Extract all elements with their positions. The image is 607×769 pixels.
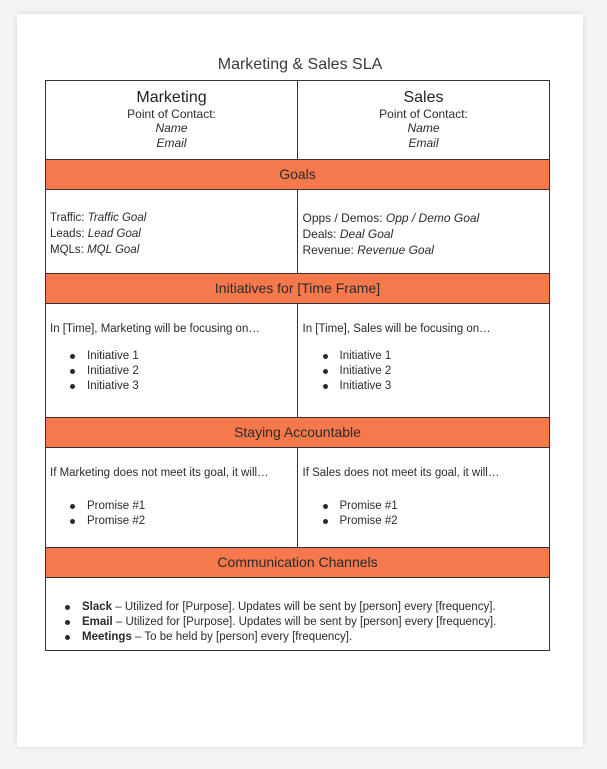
goal-value: Deal Goal — [339, 227, 394, 241]
goal-label: Leads: — [50, 228, 88, 240]
list-item: Promise #2 — [334, 514, 546, 529]
goal-line — [50, 210, 293, 226]
sales-poc-label: Point of Contact: — [379, 107, 468, 121]
list-item: Initiative 3 — [81, 379, 293, 394]
marketing-initiatives-cell — [46, 304, 298, 417]
sales-heading: Sales — [403, 89, 444, 106]
contact-row — [46, 81, 549, 160]
goal-value: Lead Goal — [87, 228, 141, 240]
sales-promises-list — [303, 499, 546, 529]
goal-line — [303, 210, 546, 226]
list-item — [76, 630, 549, 645]
list-item: Initiative 3 — [334, 379, 546, 394]
initiatives-section-header: Initiatives for [Time Frame] — [46, 274, 549, 304]
channel-text: – Utilized for [Purpose]. Updates will be sent by [person] every [frequency]. — [112, 616, 497, 628]
goal-line — [50, 242, 293, 258]
sales-contact-cell — [298, 81, 549, 159]
list-item: Initiative 2 — [334, 364, 546, 379]
marketing-promises-list — [50, 499, 293, 529]
list-item — [76, 600, 549, 615]
goal-value: Opp / Demo Goal — [385, 211, 480, 225]
list-item: Initiative 2 — [81, 364, 293, 379]
communication-list — [46, 600, 549, 645]
channel-name: Meetings — [82, 631, 132, 643]
goal-label: MQLs: — [50, 244, 88, 256]
sales-accountable-cell — [298, 448, 550, 547]
goal-label: Opps / Demos: — [302, 211, 386, 225]
sales-contact-name: Name — [407, 121, 440, 135]
marketing-poc-label: Point of Contact: — [127, 107, 216, 121]
communication-section-header: Communication Channels — [46, 548, 549, 578]
accountable-section-header: Staying Accountable — [46, 418, 549, 448]
marketing-goals-cell — [46, 190, 298, 273]
goal-value: MQL Goal — [87, 244, 140, 256]
channel-text: – Utilized for [Purpose]. Updates will be sent by [person] every [frequency]. — [112, 601, 496, 613]
list-item: Initiative 1 — [81, 349, 293, 364]
goal-line — [303, 226, 546, 242]
initiatives-row — [46, 304, 549, 418]
goal-value: Traffic Goal — [87, 212, 147, 224]
goal-label: Traffic: — [50, 212, 88, 224]
sales-initiatives-cell — [298, 304, 550, 417]
marketing-initiatives-intro: In [Time], Marketing will be focusing on… — [50, 323, 260, 335]
document-title: Marketing & Sales SLA — [217, 56, 383, 73]
marketing-contact-email: Email — [156, 136, 187, 150]
sales-initiatives-list — [303, 349, 546, 394]
goals-section-header: Goals — [46, 160, 549, 190]
goal-label: Deals: — [302, 227, 340, 241]
sales-contact-email: Email — [408, 136, 439, 150]
list-item: Promise #1 — [334, 499, 546, 514]
channel-name: Email — [82, 616, 113, 628]
communication-body — [46, 578, 549, 650]
marketing-accountable-intro: If Marketing does not meet its goal, it will… — [50, 467, 269, 479]
list-item: Initiative 1 — [334, 349, 546, 364]
goal-label: Revenue: — [302, 243, 358, 257]
marketing-initiatives-list — [50, 349, 293, 394]
marketing-heading: Marketing — [136, 89, 207, 106]
channel-text: – To be held by [person] every [frequency]. — [131, 631, 353, 643]
list-item — [76, 615, 549, 630]
marketing-contact-cell — [46, 81, 298, 159]
marketing-accountable-cell — [46, 448, 298, 547]
marketing-contact-name: Name — [155, 121, 188, 135]
sales-accountable-intro: If Sales does not meet its goal, it will… — [302, 467, 500, 479]
goal-line — [303, 242, 546, 258]
list-item: Promise #2 — [81, 514, 293, 529]
accountable-row — [46, 448, 549, 548]
list-item: Promise #1 — [81, 499, 293, 514]
sales-goals-cell — [298, 190, 550, 273]
sla-table — [45, 80, 550, 651]
goal-line — [50, 226, 293, 242]
channel-name: Slack — [82, 601, 113, 613]
document-card — [17, 14, 583, 747]
goals-row — [46, 190, 549, 274]
sales-initiatives-intro: In [Time], Sales will be focusing on… — [302, 323, 491, 335]
goal-value: Revenue Goal — [357, 243, 434, 257]
